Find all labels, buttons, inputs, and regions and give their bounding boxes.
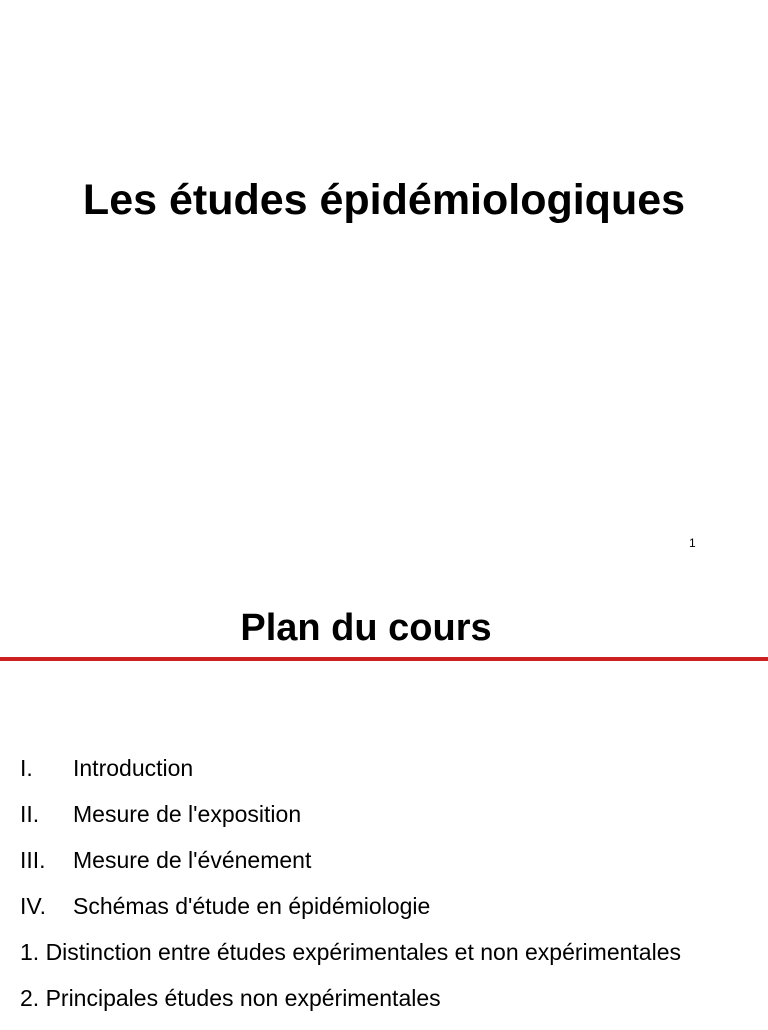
outline-item-number: II.: [20, 801, 40, 827]
red-divider: [0, 657, 768, 661]
outline-item: [0, 754, 768, 800]
outline-subitem: [0, 984, 768, 1030]
page-number: 1: [689, 536, 696, 550]
slide-title: Les études épidémiologiques: [82, 176, 686, 224]
outline-item-text: Mesure de l'événement: [73, 847, 312, 873]
course-outline: [0, 754, 768, 1030]
slide-2: [0, 576, 768, 1024]
outline-item-number: IV.: [20, 893, 47, 919]
outline-item-text: Mesure de l'exposition: [73, 801, 302, 827]
outline-item-number: I.: [20, 755, 33, 781]
outline-item: [0, 892, 768, 938]
outline-item-text: Schémas d'étude en épidémiologie: [73, 893, 431, 919]
outline-item: [0, 800, 768, 846]
plan-title: Plan du cours: [240, 607, 492, 649]
outline-subitem: [0, 938, 768, 984]
outline-item-text: Introduction: [73, 755, 194, 781]
outline-subitem-text: 1. Distinction entre études expérimentales et non expérimentales: [20, 939, 681, 965]
outline-subitem-text: 2. Principales études non expérimentales: [20, 985, 441, 1011]
outline-item: [0, 846, 768, 892]
outline-item-number: III.: [20, 847, 46, 873]
